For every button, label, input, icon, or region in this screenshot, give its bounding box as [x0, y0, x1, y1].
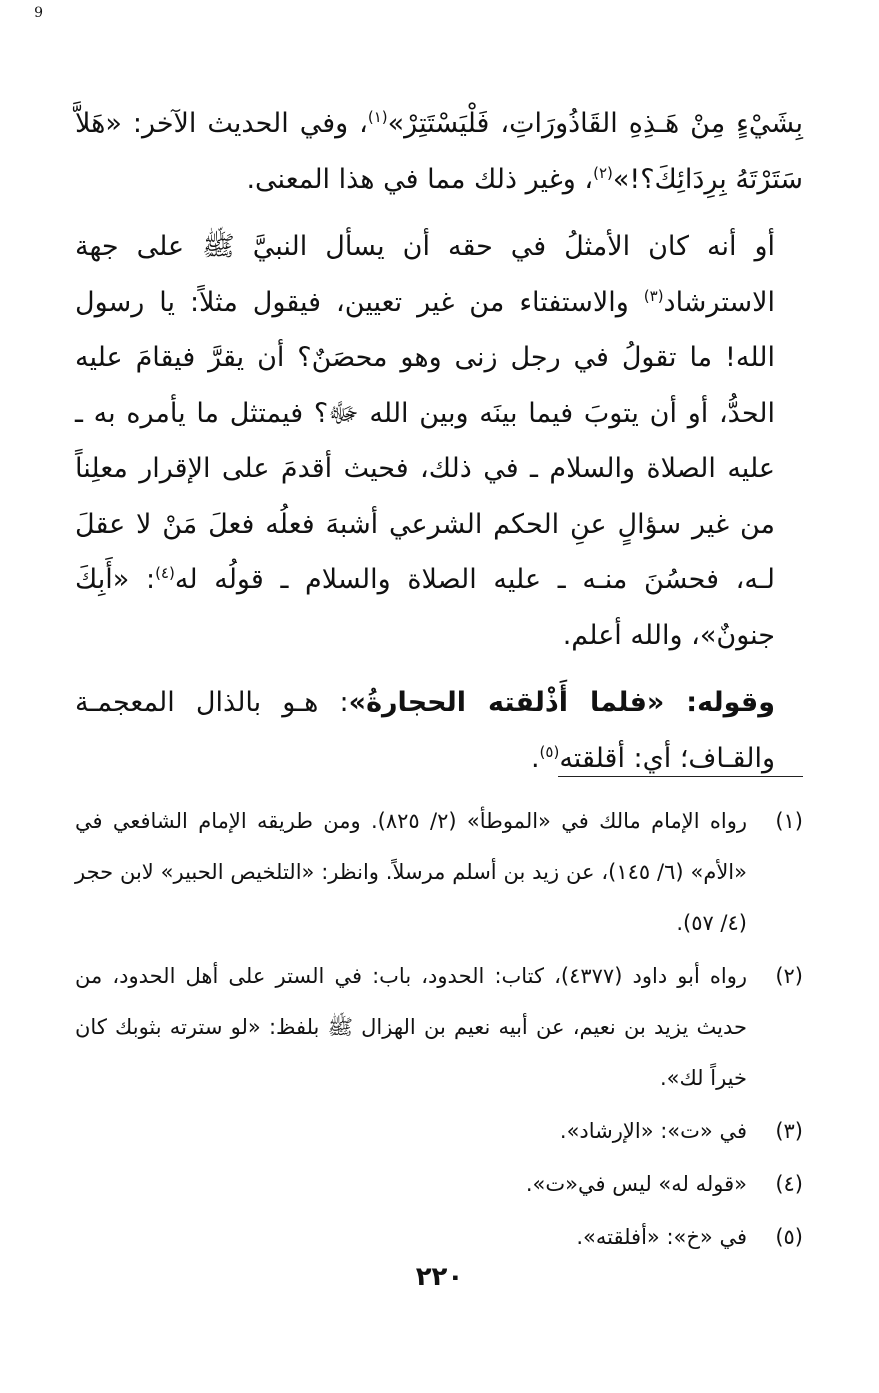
footnote-number: (٤) — [775, 1172, 803, 1196]
footnote-number: (١) — [775, 809, 803, 833]
footnote-ref-5[interactable]: (٥) — [539, 742, 560, 761]
p1-text: بِشَيْءٍ مِنْ هَـذِهِ القَاذُورَاتِ، فَلْيَسْتَتِرْ» — [387, 108, 803, 139]
p3-text: : هـو بالذال المعجمـة والقـاف؛ أي: أقلقته — [75, 687, 775, 774]
footnote-3 — [75, 1106, 803, 1157]
p2-text: أو أنه كان الأمثلُ في حقه أن يسأل النبيَّ ﷺ على جهة الاسترشاد — [75, 231, 775, 318]
paragraph-1 — [75, 96, 803, 207]
footnote-number: (٢) — [775, 964, 803, 988]
footnote-number: (٥) — [775, 1225, 803, 1249]
footnote-text: رواه أبو داود (٤٣٧٧)، كتاب: الحدود، باب: في الستر على أهل الحدود، من حديث يزيد بن نعيم، عن أبيه نعيم بن الهزال ﷺ بلفظ: «لو سترته بثوبك كان خيراً لك». — [75, 964, 748, 1090]
p3-end: . — [530, 742, 540, 774]
p3-lead: وقوله: — [664, 687, 775, 718]
paragraph-3 — [75, 675, 803, 786]
footnote-1 — [75, 796, 803, 949]
p1-text-2: ، وفي الحديث الآخر: «هَلاَّ سَتَرْتَهُ بِرِدَائِكَ؟!» — [75, 108, 803, 195]
footnote-text: «قوله له» ليس في«ت». — [525, 1172, 747, 1196]
footnote-ref-4[interactable]: (٤) — [155, 564, 175, 582]
footnote-ref-1[interactable]: (١) — [367, 108, 388, 126]
footnote-text: في «ت»: «الإرشاد». — [559, 1119, 747, 1143]
footnote-text: في «خ»: «أفلقته». — [576, 1225, 747, 1249]
p2-text-3: : «أَبِكَ جنونٌ»، والله أعلم. — [75, 564, 775, 651]
footnote-ref-3[interactable]: (٣) — [643, 286, 664, 305]
footnote-4 — [75, 1159, 803, 1210]
page-number: ٢٢٠ — [415, 1262, 464, 1292]
p3-quote: «فلما أَذْلقته الحجارةُ» — [348, 687, 665, 718]
corner-mark: 9 — [34, 5, 43, 21]
footnote-5 — [75, 1212, 803, 1263]
footnote-2 — [75, 951, 803, 1104]
main-text — [75, 96, 803, 786]
footnote-number: (٣) — [775, 1119, 803, 1143]
p2-text-2: والاستفتاء من غير تعيين، فيقول مثلاً: يا رسول الله! ما تقولُ في رجل زنى وهو محصَنٌ؟ أن يقرَّ فيقامَ عليه الحدُّ، أو أن يتوبَ فيما بينَه وبين الله ﷻ؟ فيمتثل ما يأمره به ـ عليه الصلاة والسلام ـ في ذلك، فحيث أقدمَ على الإقرار معلِناً من غير سؤالٍ عنِ الحكم الشرعي أشبهَ فعلُه فعلَ مَنْ لا عقلَ لـه، فحسُنَ منـه ـ عليه الصلاة والسلام ـ قولُه له — [75, 286, 775, 595]
footnote-separator — [558, 776, 803, 777]
p1-text-3: ، وغير ذلك مما في هذا المعنى. — [246, 163, 594, 195]
footnote-ref-2[interactable]: (٢) — [593, 163, 613, 182]
paragraph-2 — [75, 219, 803, 663]
footnote-text: رواه الإمام مالك في «الموطأ» (٢/ ٨٢٥). ومن طريقه الإمام الشافعي في «الأم» (٦/ ١٤٥)، عن زيد بن أسلم مرسلاً. وانظر: «التلخيص الحبير» لابن حجر (٤/ ٥٧). — [75, 809, 748, 935]
footnotes — [75, 796, 803, 1265]
